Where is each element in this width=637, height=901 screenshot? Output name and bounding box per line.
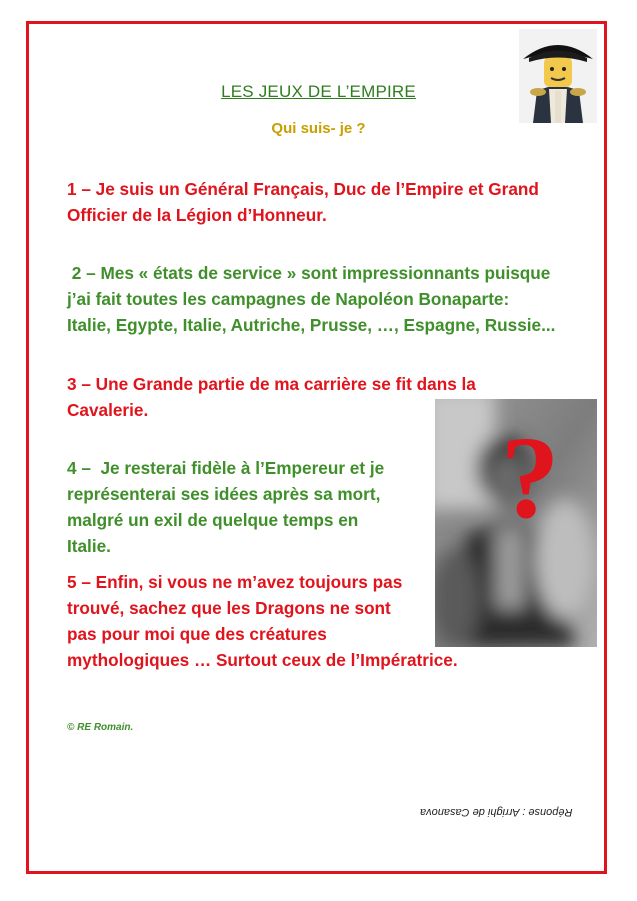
clue-3 <box>67 371 476 423</box>
clue-line: mythologiques … Surtout ceux de l’Impératrice. <box>67 650 458 670</box>
clue-line: pas pour moi que des créatures <box>67 624 327 644</box>
clue-line: Cavalerie. <box>67 400 149 420</box>
page-subtitle: Qui suis- je ? <box>271 120 366 137</box>
clue-line: 2 – Mes « états de service » sont impressionnants puisque <box>67 263 551 283</box>
clue-line: 4 – Je resterai fidèle à l’Empereur et je <box>67 458 385 478</box>
clue-4 <box>67 455 384 559</box>
clue-5 <box>67 569 458 673</box>
mystery-portrait-image <box>435 399 597 647</box>
clue-line: Officier de la Légion d’Honneur. <box>67 205 327 225</box>
page-title: LES JEUX DE L’EMPIRE <box>221 82 416 101</box>
clue-line: 1 – Je suis un Général Français, Duc de l’Empire et Grand <box>67 179 539 199</box>
clue-line: j’ai fait toutes les campagnes de Napoléon Bonaparte: <box>67 289 510 309</box>
clue-line: trouvé, sachez que les Dragons ne sont <box>67 598 391 618</box>
copyright-note: © RE Romain. <box>67 722 134 733</box>
clue-1 <box>67 176 539 228</box>
clue-line: 5 – Enfin, si vous ne m’avez toujours pas <box>67 572 403 592</box>
clue-line: 3 – Une Grande partie de ma carrière se fit dans la <box>67 374 476 394</box>
clue-line: malgré un exil de quelque temps en <box>67 510 359 530</box>
napoleon-figurine-image <box>519 29 597 123</box>
clue-line: Italie. <box>67 536 111 556</box>
upside-down-answer: Réponse : Arrighi de Casanova <box>420 806 573 818</box>
clue-line: représenterai ses idées après sa mort, <box>67 484 381 504</box>
question-mark: ? <box>500 412 560 543</box>
clue-2 <box>67 260 555 338</box>
clue-line: Italie, Egypte, Italie, Autriche, Prusse, …, Espagne, Russie... <box>67 315 556 335</box>
